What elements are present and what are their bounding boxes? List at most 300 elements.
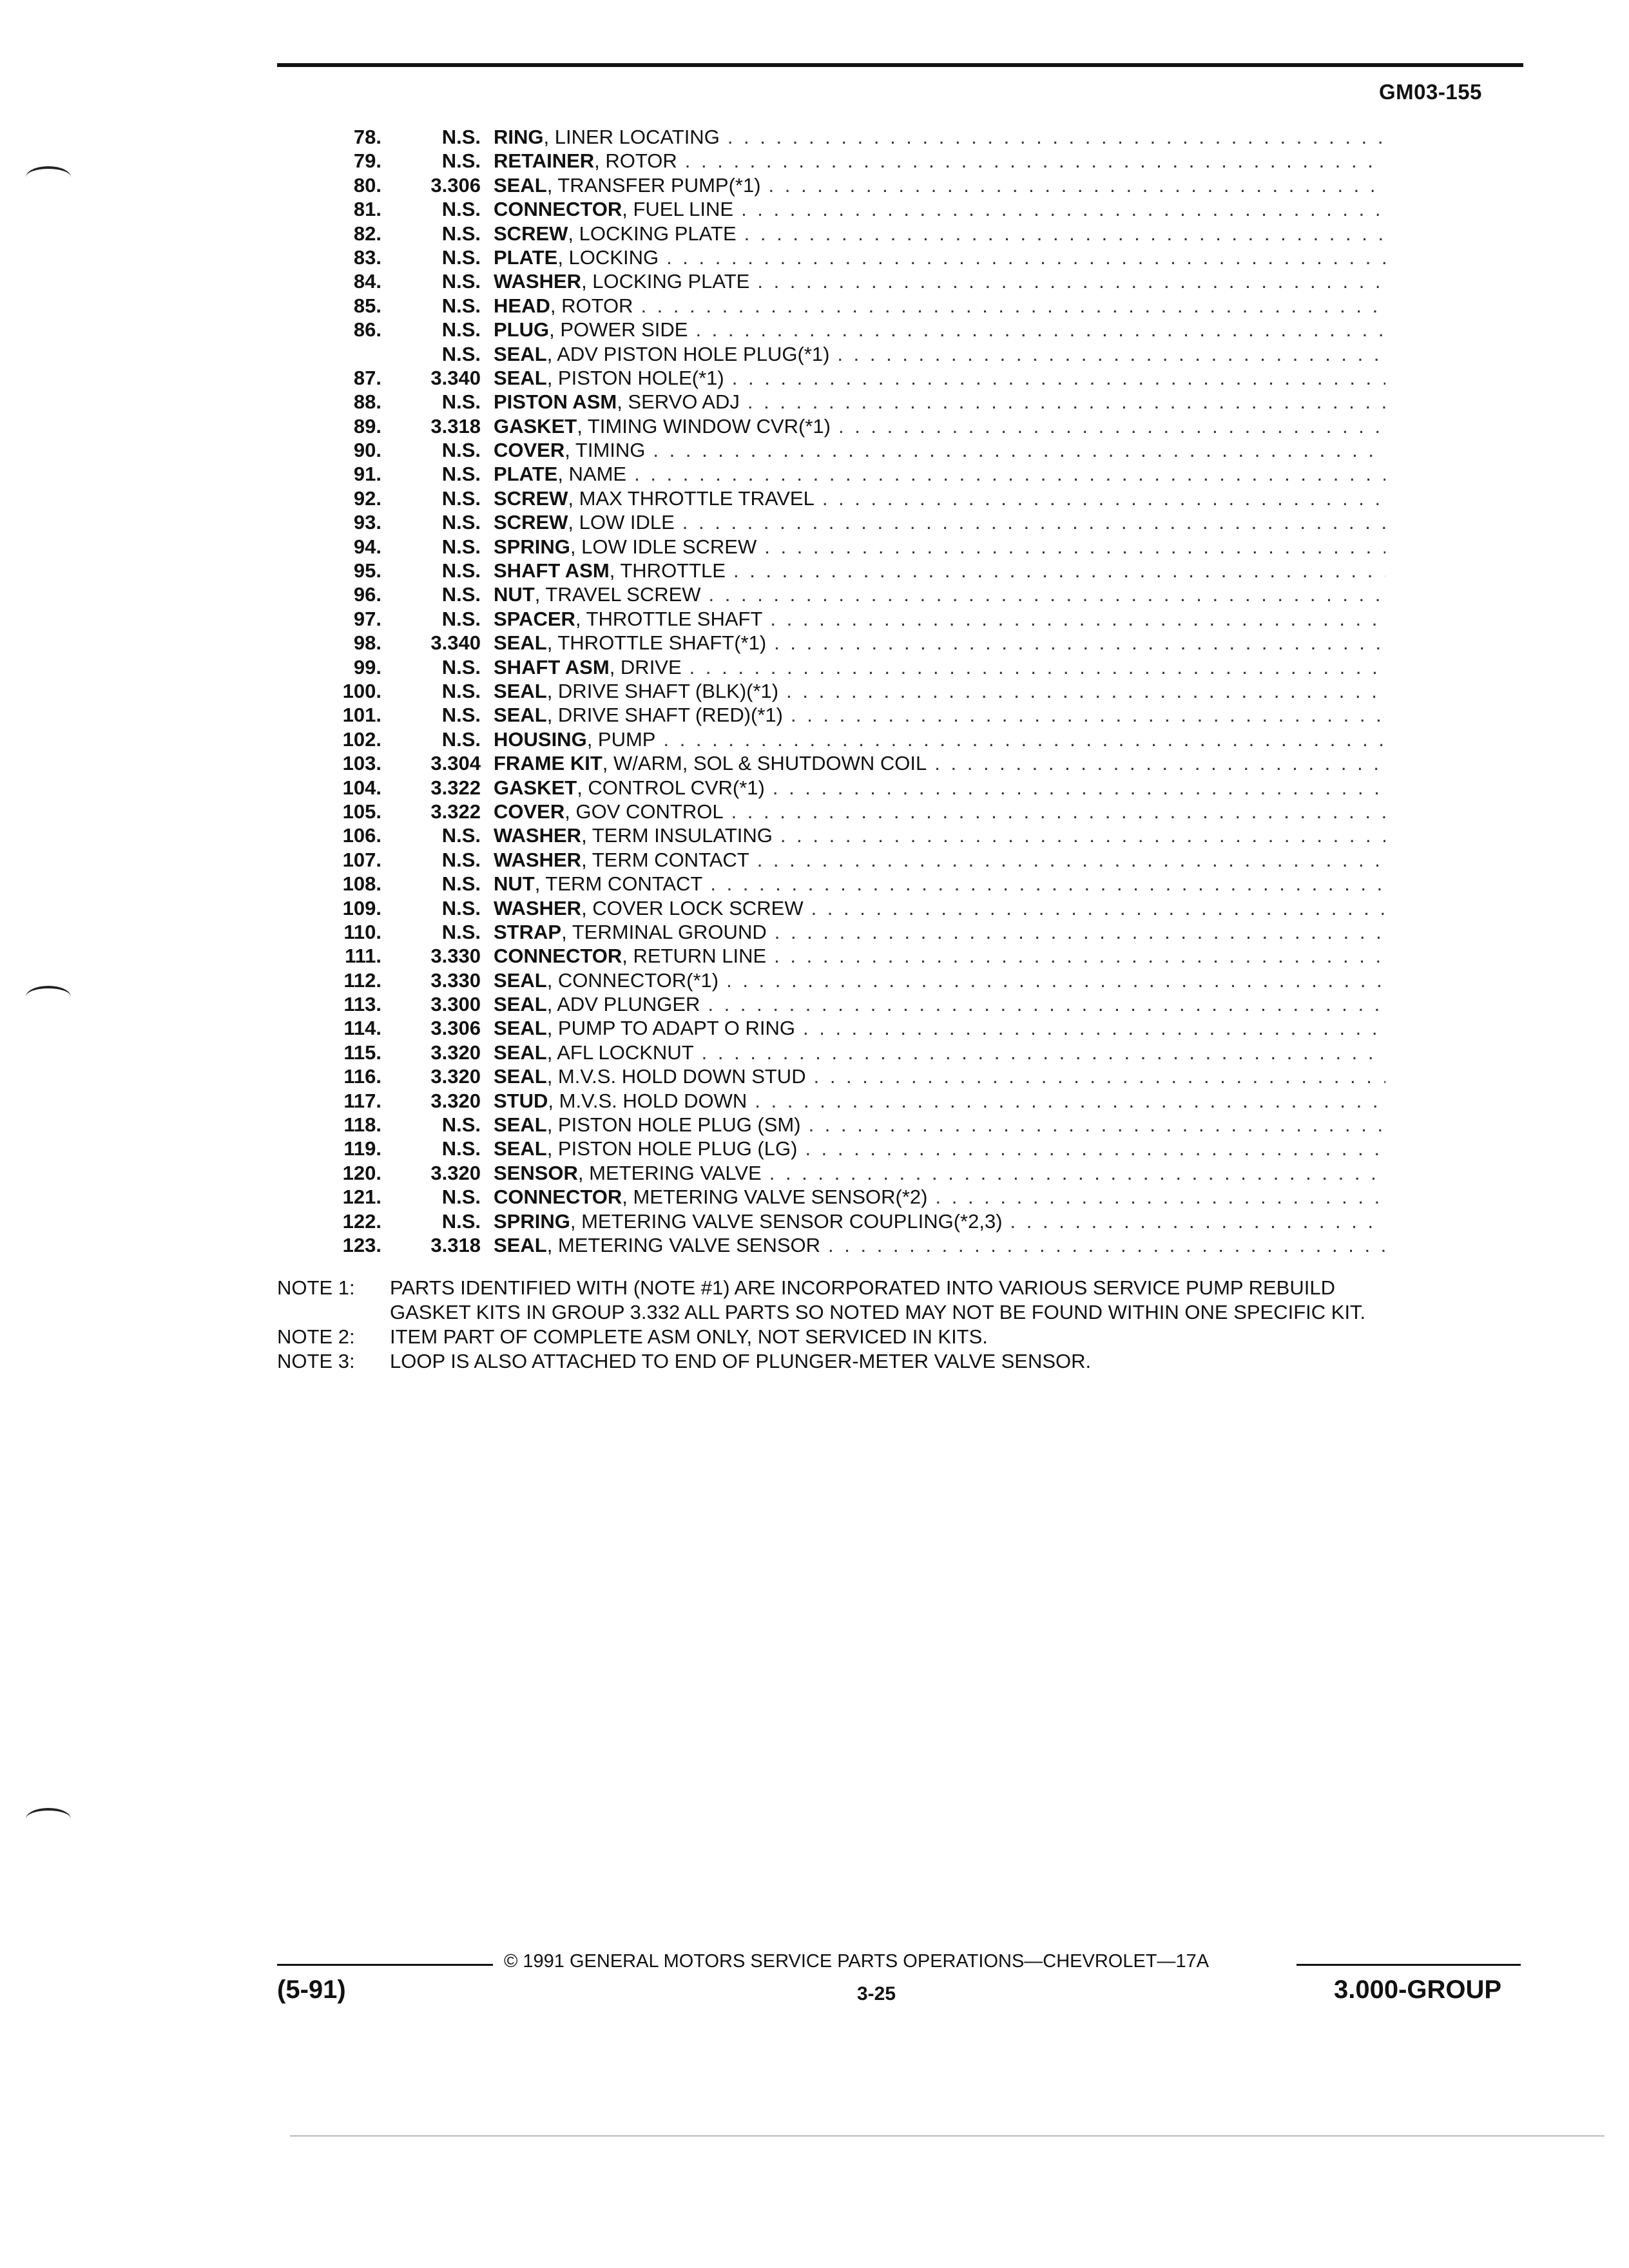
part-name: SPRING [494, 1209, 570, 1233]
item-number: 110. [343, 920, 381, 943]
dot-leader [837, 342, 1385, 366]
dot-leader [791, 703, 1385, 727]
part-description [481, 125, 1385, 149]
part-row [303, 631, 1385, 655]
notes-section [277, 1276, 1540, 1374]
part-row [303, 751, 1385, 775]
part-row [303, 510, 1385, 534]
item-number: 89. [353, 414, 381, 437]
item-number: 96. [353, 583, 381, 606]
group-number: N.S. [441, 486, 481, 510]
dot-leader [709, 582, 1385, 606]
dot-leader [757, 269, 1385, 293]
group-number: 3.330 [430, 945, 481, 968]
dot-leader [708, 992, 1385, 1016]
group-number: N.S. [441, 149, 481, 173]
part-row [303, 1016, 1385, 1040]
part-detail: , COVER LOCK SCREW [581, 896, 804, 919]
part-detail: , CONTROL CVR(*1) [577, 776, 765, 799]
dot-leader [805, 1137, 1385, 1160]
part-name: WASHER [494, 270, 582, 293]
group-number: N.S. [441, 1113, 481, 1137]
group-number: N.S. [441, 1137, 481, 1160]
dot-leader [728, 125, 1385, 149]
note-item [277, 1325, 1540, 1349]
group-number: 3.330 [430, 968, 481, 992]
part-name: PLATE [494, 245, 558, 269]
group-number: N.S. [441, 872, 481, 896]
item-number: 117. [343, 1089, 381, 1112]
dot-leader [934, 751, 1385, 775]
item-number: 123. [342, 1233, 381, 1256]
dot-leader [747, 390, 1385, 414]
part-description [481, 920, 1385, 944]
part-name: GASKET [494, 414, 577, 437]
group-number: N.S. [441, 198, 481, 221]
item-number: 102. [342, 727, 381, 751]
group-number: N.S. [441, 511, 481, 534]
part-row [303, 197, 1385, 221]
part-row [303, 1089, 1385, 1113]
group-number: N.S. [441, 318, 481, 341]
part-detail: , TERM CONTACT [581, 848, 749, 871]
group-number: 3.320 [430, 1065, 481, 1088]
group-number: 3.322 [430, 800, 481, 823]
part-detail: , METERING VALVE [577, 1161, 762, 1184]
part-description [481, 462, 1385, 486]
item-number: 91. [353, 463, 381, 486]
part-detail: , LOW IDLE [568, 511, 675, 534]
part-row [303, 776, 1385, 800]
group-number: N.S. [441, 1186, 481, 1209]
part-name: SPACER [494, 607, 575, 630]
item-number: 119. [343, 1137, 381, 1160]
part-detail: , PISTON HOLE PLUG (SM) [546, 1113, 801, 1137]
dot-leader [666, 245, 1385, 269]
part-description [481, 269, 1385, 293]
part-name: SHAFT ASM [494, 655, 610, 678]
dot-leader [663, 727, 1385, 751]
dot-leader [733, 559, 1385, 582]
item-number: 111. [345, 945, 381, 968]
edition-date: (5-91) [277, 1975, 346, 2004]
part-description [481, 1161, 1385, 1185]
group-number: N.S. [441, 222, 481, 245]
part-description [481, 1064, 1385, 1088]
dot-leader [1010, 1209, 1385, 1233]
part-row [303, 245, 1385, 269]
item-number: 81. [353, 198, 381, 221]
part-name: PLUG [494, 318, 550, 341]
part-description [481, 848, 1385, 872]
part-name: SENSOR [494, 1161, 578, 1184]
item-number: 104. [342, 776, 381, 799]
group-number: N.S. [441, 439, 481, 462]
margin-mark [26, 1808, 71, 1830]
part-row [303, 462, 1385, 486]
part-name: WASHER [494, 824, 582, 847]
part-description [481, 390, 1385, 414]
part-description [481, 366, 1385, 390]
part-detail: , POWER SIDE [549, 318, 688, 341]
group-number: N.S. [441, 126, 481, 148]
part-detail: , PUMP TO ADAPT O RING [546, 1017, 795, 1040]
part-name: SEAL [494, 1233, 547, 1256]
footer-rule-left [277, 1964, 493, 1966]
part-detail: , TERM CONTACT [534, 872, 703, 896]
group-number: 3.304 [430, 752, 481, 775]
part-name: SEAL [494, 704, 547, 727]
part-detail: , ROTOR [550, 294, 633, 317]
group-number: N.S. [441, 920, 481, 943]
part-description [481, 631, 1385, 655]
page-number: 3-25 [857, 1983, 896, 2004]
parts-list [303, 125, 1385, 1257]
item-number: 99. [353, 655, 381, 678]
part-detail: , LOCKING PLATE [568, 222, 737, 245]
part-detail: , DRIVE SHAFT (RED)(*1) [546, 704, 783, 727]
item-number: 94. [353, 535, 381, 558]
part-detail: , TIMING [564, 439, 646, 462]
item-number: 79. [353, 149, 381, 173]
part-row [303, 679, 1385, 703]
dot-leader [682, 510, 1385, 534]
item-number: 116. [343, 1065, 381, 1088]
note-item [277, 1349, 1540, 1374]
document-id: GM03-155 [1379, 80, 1482, 104]
part-description [481, 1209, 1385, 1233]
group-number: N.S. [441, 896, 481, 919]
group-number: N.S. [441, 727, 481, 751]
part-row [303, 872, 1385, 896]
dot-leader [741, 197, 1385, 221]
part-description [481, 1185, 1385, 1209]
item-number: 106. [342, 824, 381, 847]
dot-leader [828, 1233, 1385, 1257]
part-description [481, 655, 1385, 679]
part-row [303, 655, 1385, 679]
part-name: SCREW [494, 222, 568, 245]
part-name: SCREW [494, 486, 568, 510]
item-number: 108. [342, 872, 381, 896]
part-name: SEAL [494, 631, 547, 655]
part-description [481, 535, 1385, 559]
item-number: 88. [353, 390, 381, 414]
group-number: N.S. [441, 245, 481, 269]
part-row [303, 920, 1385, 944]
part-description [481, 800, 1385, 823]
part-description [481, 1233, 1385, 1257]
part-description [481, 1089, 1385, 1113]
part-row [303, 944, 1385, 968]
note-text [390, 1276, 1540, 1325]
part-name: CONNECTOR [494, 1186, 622, 1209]
part-name: SEAL [494, 679, 547, 702]
part-detail: , METERING VALVE SENSOR [546, 1233, 821, 1256]
dot-leader [710, 872, 1385, 896]
part-row [303, 390, 1385, 414]
part-detail: , GOV CONTROL [564, 800, 724, 823]
part-row [303, 896, 1385, 920]
note-label: NOTE 2: [277, 1325, 355, 1348]
part-row [303, 727, 1385, 751]
item-number: 122. [342, 1209, 381, 1233]
part-description [481, 751, 1385, 775]
part-description [481, 992, 1385, 1016]
part-detail: , SERVO ADJ [617, 390, 740, 414]
part-row [303, 366, 1385, 390]
dot-leader [764, 535, 1385, 559]
dot-leader [774, 944, 1385, 968]
part-detail: , PISTON HOLE PLUG (LG) [546, 1137, 798, 1160]
part-name: NUT [494, 583, 535, 606]
part-detail: , METERING VALVE SENSOR(*2) [622, 1186, 928, 1209]
part-detail: , TERMINAL GROUND [561, 920, 767, 943]
item-number: 114. [343, 1017, 381, 1040]
part-description [481, 438, 1385, 462]
group-number: N.S. [441, 824, 481, 847]
part-detail: , M.V.S. HOLD DOWN [548, 1089, 747, 1112]
dot-leader [755, 1089, 1385, 1113]
item-number: 100. [342, 679, 381, 702]
group-number: N.S. [441, 294, 481, 317]
note-item [277, 1276, 1540, 1325]
part-detail: , AFL LOCKNUT [546, 1041, 694, 1064]
group-number: N.S. [441, 342, 481, 365]
part-row [303, 992, 1385, 1016]
part-row [303, 1209, 1385, 1233]
note-text [390, 1325, 1540, 1349]
footer-rule-right [1296, 1964, 1521, 1966]
dot-leader [653, 438, 1385, 462]
part-name: SEAL [494, 1137, 547, 1160]
part-description [481, 1041, 1385, 1064]
part-row [303, 1041, 1385, 1064]
part-name: NUT [494, 872, 535, 896]
part-description [481, 245, 1385, 269]
part-description [481, 414, 1385, 438]
part-description [481, 896, 1385, 920]
part-name: RING [494, 126, 544, 148]
part-name: SEAL [494, 1113, 547, 1137]
part-description [481, 173, 1385, 197]
part-detail: , DRIVE [609, 655, 682, 678]
part-description [481, 776, 1385, 800]
note-text [390, 1349, 1540, 1374]
part-detail: , CONNECTOR(*1) [546, 968, 719, 992]
part-name: COVER [494, 439, 565, 462]
part-row [303, 294, 1385, 318]
part-description [481, 1016, 1385, 1040]
part-description [481, 727, 1385, 751]
part-row [303, 486, 1385, 510]
margin-mark [26, 166, 71, 188]
group-number: 3.318 [430, 414, 481, 437]
part-description [481, 197, 1385, 221]
bottom-rule [290, 2135, 1605, 2137]
part-row [303, 968, 1385, 992]
part-name: HEAD [494, 294, 550, 317]
part-name: PISTON ASM [494, 390, 617, 414]
part-row [303, 342, 1385, 366]
part-name: PLATE [494, 463, 558, 486]
item-number: 101. [342, 704, 381, 727]
group-number: 3.306 [430, 1017, 481, 1040]
part-detail: , ADV PLUNGER [546, 993, 700, 1016]
part-row [303, 269, 1385, 293]
part-row [303, 173, 1385, 197]
part-detail: , THROTTLE [609, 559, 726, 582]
part-description [481, 703, 1385, 727]
part-name: SEAL [494, 1065, 547, 1088]
item-number: 78. [353, 126, 381, 148]
dot-leader [702, 1041, 1385, 1064]
part-row [303, 1161, 1385, 1185]
part-detail: , TRAVEL SCREW [534, 583, 701, 606]
part-description [481, 607, 1385, 631]
group-number: N.S. [441, 463, 481, 486]
dot-leader [641, 294, 1385, 318]
item-number: 95. [353, 559, 381, 582]
part-name: GASKET [494, 776, 577, 799]
part-name: SEAL [494, 173, 547, 197]
part-detail: , LOCKING PLATE [581, 270, 750, 293]
part-detail: , LINER LOCATING [543, 126, 720, 148]
group-number: N.S. [441, 704, 481, 727]
part-detail: , LOW IDLE SCREW [570, 535, 757, 558]
item-number: 115. [343, 1041, 381, 1064]
item-number: 90. [353, 439, 381, 462]
item-number: 98. [353, 631, 381, 655]
part-row [303, 848, 1385, 872]
dot-leader [780, 823, 1385, 847]
group-number: 3.320 [430, 1161, 481, 1184]
dot-leader [838, 414, 1385, 438]
part-name: SEAL [494, 366, 547, 389]
part-detail: , ADV PISTON HOLE PLUG(*1) [546, 342, 830, 365]
part-name: SEAL [494, 1041, 547, 1064]
part-row [303, 1185, 1385, 1209]
dot-leader [773, 776, 1385, 800]
group-number: N.S. [441, 270, 481, 293]
item-number: 83. [353, 245, 381, 269]
item-number: 107. [342, 848, 381, 871]
part-description [481, 1137, 1385, 1160]
item-number: 84. [353, 270, 381, 293]
part-row [303, 414, 1385, 438]
part-detail: , MAX THROTTLE TRAVEL [568, 486, 815, 510]
part-row [303, 125, 1385, 149]
group-number: 3.318 [430, 1233, 481, 1256]
dot-leader [732, 366, 1385, 390]
part-description [481, 944, 1385, 968]
part-description [481, 823, 1385, 847]
copyright-text: © 1991 GENERAL MOTORS SERVICE PARTS OPERATIONS—CHEVROLET—17A [504, 1951, 1210, 1972]
part-description [481, 318, 1385, 341]
dot-leader [822, 486, 1385, 510]
item-number: 118. [343, 1113, 381, 1137]
dot-leader [936, 1185, 1386, 1209]
part-detail: , NAME [557, 463, 627, 486]
part-detail: , ROTOR [594, 149, 677, 173]
part-name: SEAL [494, 968, 547, 992]
note-line: ITEM PART OF COMPLETE ASM ONLY, NOT SERVICED IN KITS. [390, 1325, 988, 1348]
note-label: NOTE 1: [277, 1276, 355, 1299]
item-number: 92. [353, 486, 381, 510]
part-row [303, 318, 1385, 341]
part-detail: , M.V.S. HOLD DOWN STUD [546, 1065, 806, 1088]
part-description [481, 968, 1385, 992]
part-description [481, 872, 1385, 896]
part-row [303, 582, 1385, 606]
part-row [303, 703, 1385, 727]
dot-leader [775, 920, 1385, 944]
part-row [303, 535, 1385, 559]
part-name: SEAL [494, 1017, 547, 1040]
dot-leader [770, 607, 1385, 631]
part-description [481, 294, 1385, 318]
part-description [481, 510, 1385, 534]
part-name: STRAP [494, 920, 562, 943]
top-rule [277, 63, 1523, 67]
part-name: COVER [494, 800, 565, 823]
note-line: LOOP IS ALSO ATTACHED TO END OF PLUNGER-METER VALVE SENSOR. [390, 1350, 1092, 1372]
part-detail: , TERM INSULATING [581, 824, 773, 847]
part-description [481, 1113, 1385, 1137]
part-row [303, 607, 1385, 631]
part-name: HOUSING [494, 727, 587, 751]
part-name: FRAME KIT [494, 752, 602, 775]
part-row [303, 1233, 1385, 1257]
group-number: N.S. [441, 848, 481, 871]
part-detail: , THROTTLE SHAFT [575, 607, 763, 630]
part-row [303, 1137, 1385, 1160]
dot-leader [803, 1016, 1385, 1040]
group-number: 3.340 [430, 631, 481, 655]
part-detail: , W/ARM, SOL & SHUTDOWN COIL [602, 752, 927, 775]
part-name: SCREW [494, 511, 568, 534]
part-name: STUD [494, 1089, 548, 1112]
item-number: 103. [342, 752, 381, 775]
part-detail: , RETURN LINE [622, 945, 767, 968]
part-description [481, 149, 1385, 173]
group-number: N.S. [441, 559, 481, 582]
dot-leader [811, 896, 1385, 920]
group-number: 3.306 [430, 173, 481, 197]
part-detail: , PISTON HOLE(*1) [546, 366, 724, 389]
group-number: 3.322 [430, 776, 481, 799]
group-number: 3.340 [430, 366, 481, 389]
dot-leader [726, 968, 1385, 992]
part-description [481, 222, 1385, 245]
group-number: N.S. [441, 583, 481, 606]
dot-leader [809, 1113, 1385, 1137]
dot-leader [695, 318, 1385, 341]
part-name: SHAFT ASM [494, 559, 610, 582]
part-name: CONNECTOR [494, 198, 622, 221]
group-number: N.S. [441, 655, 481, 678]
item-number: 87. [353, 366, 381, 389]
dot-leader [757, 848, 1385, 872]
dot-leader [744, 222, 1385, 245]
note-line: PARTS IDENTIFIED WITH (NOTE #1) ARE INCORPORATED INTO VARIOUS SERVICE PUMP REBUILD [390, 1276, 1335, 1299]
group-number: N.S. [441, 535, 481, 558]
item-number: 105. [342, 800, 381, 823]
item-number: 121. [342, 1186, 381, 1209]
part-name: SEAL [494, 342, 547, 365]
part-detail: , TIMING WINDOW CVR(*1) [577, 414, 831, 437]
part-detail: , THROTTLE SHAFT(*1) [546, 631, 767, 655]
